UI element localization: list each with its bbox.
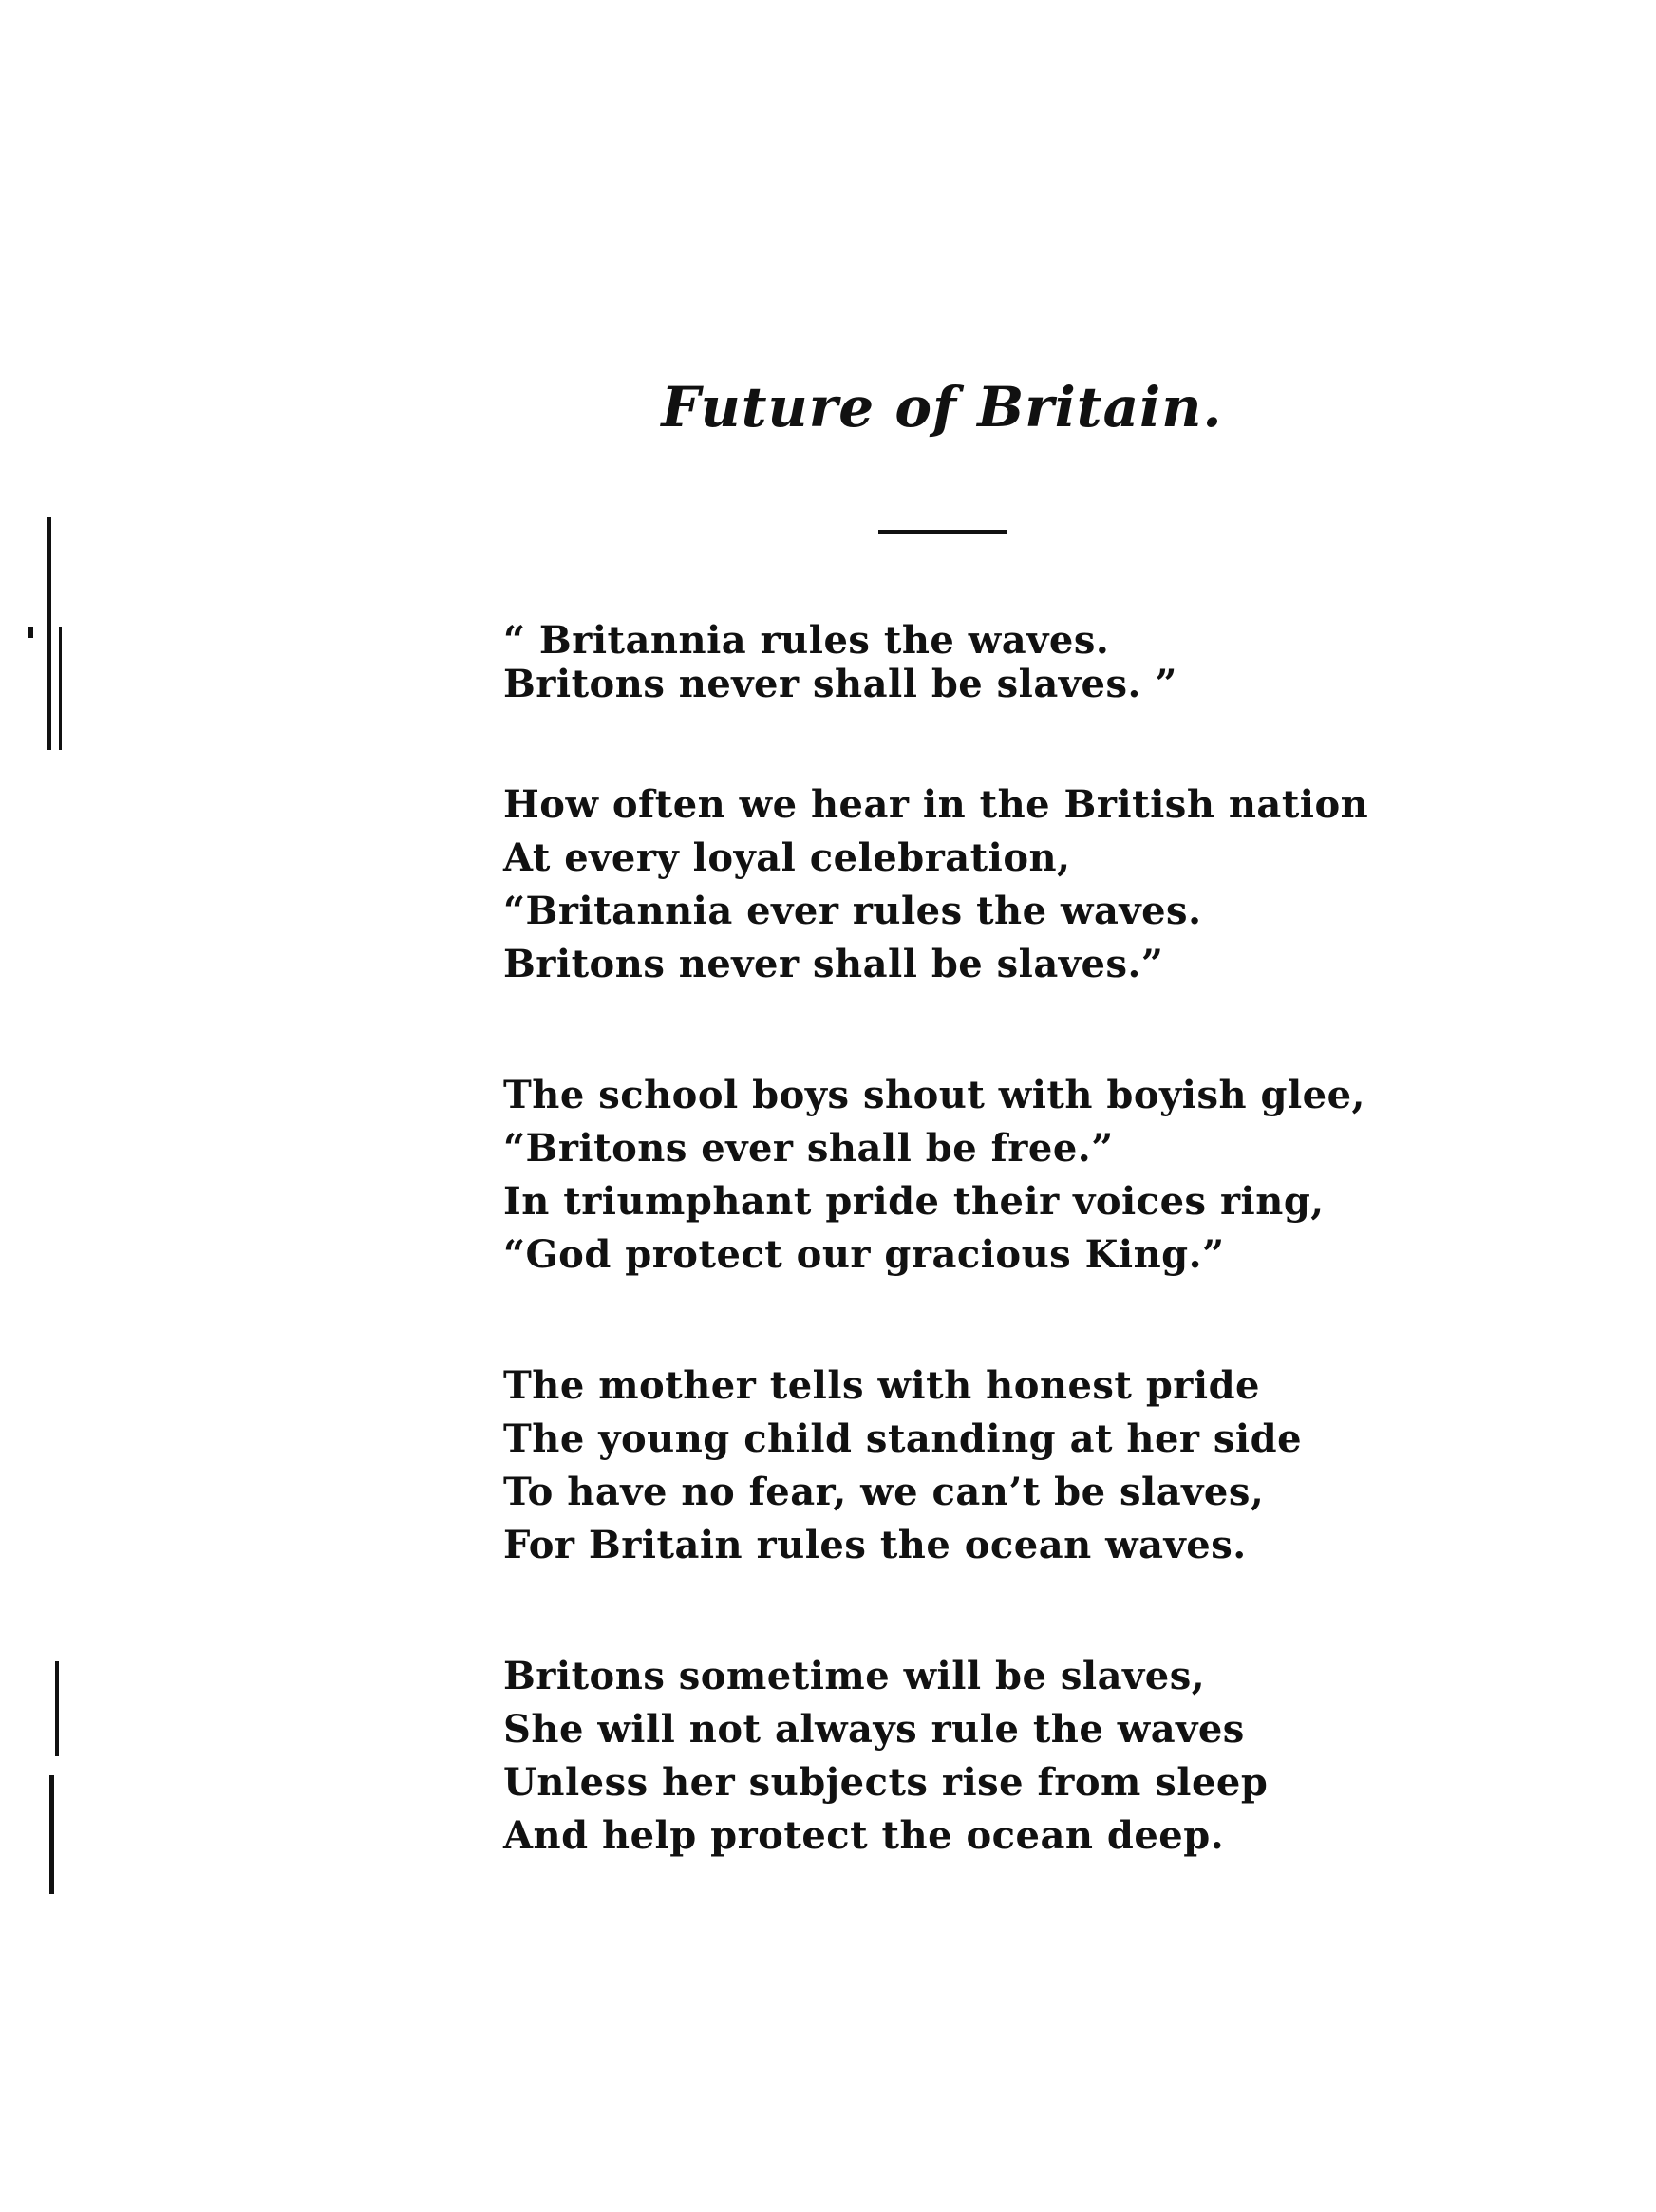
- poem-line: In triumphant pride their voices ring,: [503, 1179, 1325, 1224]
- poem-line: “Britons ever shall be free.”: [503, 1126, 1114, 1171]
- scan-edge-mark: [59, 627, 62, 750]
- poem-body: [503, 619, 1453, 1940]
- stanza: [503, 1359, 1453, 1572]
- scan-edge-mark: [49, 1775, 54, 1894]
- poem-line: The young child standing at her side: [503, 1416, 1303, 1461]
- poem-line: Unless her subjects rise from sleep: [503, 1760, 1269, 1805]
- poem-line: At every loyal celebration,: [503, 835, 1071, 880]
- poem-line: “Britannia ever rules the waves.: [503, 889, 1202, 933]
- title-divider: [878, 530, 1007, 534]
- poem-line: “ Britannia rules the waves.: [503, 618, 1110, 663]
- scan-edge-mark: [55, 1661, 59, 1756]
- poem-title: Future of Britain.: [661, 375, 1223, 440]
- stanza: [503, 1069, 1453, 1282]
- poem-line: The school boys shout with boyish glee,: [503, 1073, 1365, 1117]
- poem-line: Britons never shall be slaves. ”: [503, 662, 1177, 706]
- stanza: [503, 778, 1453, 991]
- poem-line: For Britain rules the ocean waves.: [503, 1523, 1247, 1567]
- poem-line: How often we hear in the British nation: [503, 782, 1369, 827]
- poem-line: Britons sometime will be slaves,: [503, 1654, 1206, 1698]
- poem-line: She will not always rule the waves: [503, 1707, 1245, 1752]
- poem-line: And help protect the ocean deep.: [503, 1813, 1225, 1858]
- scan-edge-mark: [28, 627, 33, 638]
- stanza: [503, 1650, 1453, 1863]
- poem-line: Britons never shall be slaves.”: [503, 942, 1164, 986]
- poem-line: “God protect our gracious King.”: [503, 1232, 1225, 1277]
- poem-line: The mother tells with honest pride: [503, 1363, 1260, 1408]
- scan-edge-mark: [47, 517, 51, 750]
- poem-line: To have no fear, we can’t be slaves,: [503, 1470, 1265, 1514]
- stanza: [503, 619, 1453, 706]
